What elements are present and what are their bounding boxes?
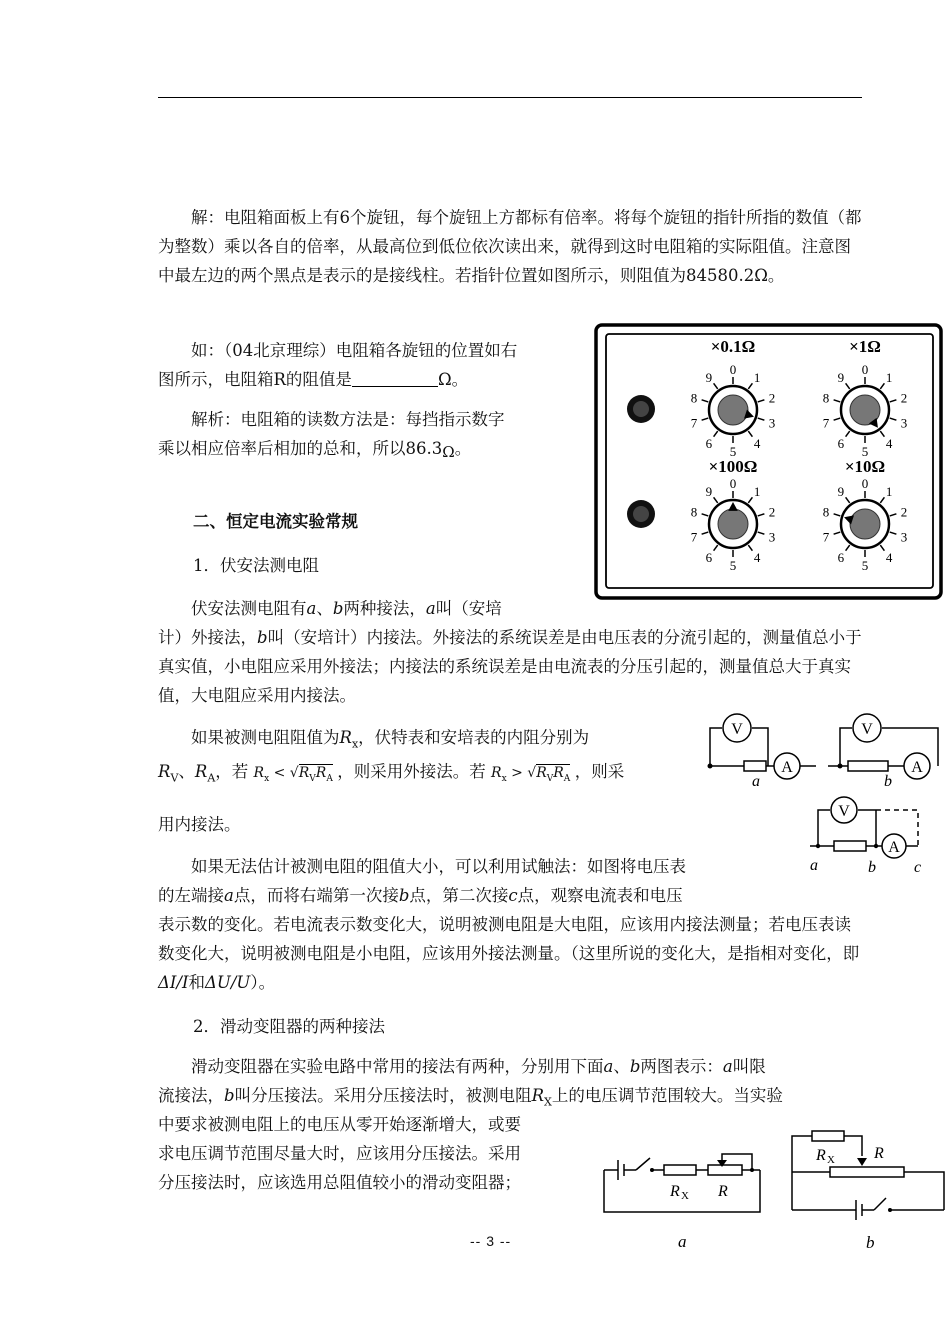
svg-text:A: A — [911, 759, 923, 776]
trial-paragraph: 表示数的变化。若电流表示数变化大，说明被测电阻是大电阻，应该用内接法测量；若电压表读数变化大，说明被测电阻是小电阻，应该用外接法测量。（这里所说的变化大，是指相对变化，即ΔI/I和ΔU/U）。 — [158, 915, 860, 992]
formula-internal: $R_x > √R_VR_A$ — [491, 765, 571, 784]
dial-digit: 5 — [729, 444, 737, 459]
dial-digit: 9 — [705, 369, 713, 385]
answer-line-2: 乘以相应倍率后相加的总和，所以86.3Ω。 — [158, 439, 472, 461]
binding-post-2 — [627, 500, 655, 528]
svg-text:a: a — [810, 857, 818, 874]
circuit-external-a — [700, 712, 820, 792]
svg-text:b: b — [884, 773, 892, 790]
slide-line-5: 分压接法时，应该选用总阻值较小的滑动变阻器； — [158, 1173, 521, 1192]
resistance-box-figure — [593, 322, 945, 602]
subsection-heading-1: 1．伏安法测电阻 — [193, 556, 319, 575]
dial-digit: 7 — [690, 529, 698, 545]
section-heading: 二、恒定电流实验常规 — [193, 512, 358, 531]
question-line-2: 图所示，电阻箱R的阻值是 Ω。 — [158, 370, 469, 389]
example-answer — [158, 405, 588, 467]
trial-line-1: 如果无法估计被测电阻的阻值大小，可以利用试触法：如图将电压表 — [191, 857, 686, 876]
circuit-rheostat-a — [600, 1140, 770, 1260]
slide-line-3: 中要求被测电阻上的电压从零开始逐渐增大，或要 — [158, 1115, 521, 1134]
rx-line-3: 用内接法。 — [158, 815, 241, 834]
dial-digit: 2 — [900, 504, 908, 520]
dial-digit: 6 — [837, 550, 845, 566]
dial-digit: 4 — [753, 436, 761, 452]
svg-text:a: a — [678, 1232, 687, 1251]
svg-text:A: A — [888, 839, 900, 856]
answer-line-1: 解析：电阻箱的读数方法是：每挡指示数字 — [191, 410, 505, 429]
dial-digit: 1 — [753, 483, 761, 499]
answer-blank — [352, 370, 438, 387]
dial-digit: 8 — [690, 390, 698, 406]
header-rule — [158, 97, 862, 98]
question-line-1: 如：（04北京理综）电阻箱各旋钮的位置如右 — [191, 341, 518, 360]
rx-line-2: $R_V$、$R_A$，若 $R_x < √R_VR_A$ ，则采用外接法。若 $R_x > √R_VR_A$ ，则采 — [158, 762, 625, 785]
voltammetry-line-1: 伏安法测电阻有a、b两种接法，a叫（安培 — [191, 599, 502, 618]
svg-text:V: V — [838, 803, 850, 820]
dial-digit: 8 — [822, 390, 830, 406]
slide-line-2: 流接法，b叫分压接法。采用分压接法时，被测电阻$R_X$上的电压调节范围较大。当实验 — [158, 1086, 783, 1109]
svg-text:X: X — [681, 1190, 689, 1202]
svg-text:A: A — [781, 759, 793, 776]
svg-text:V: V — [861, 721, 873, 738]
svg-text:R: R — [816, 1147, 826, 1164]
dial-digit: 6 — [705, 550, 713, 566]
dial-multiplier-label: ×100Ω — [708, 457, 758, 476]
svg-text:R: R — [874, 1145, 884, 1162]
voltammetry-paragraph: 计）外接法，b叫（安培计）内接法。外接法的系统误差是由电压表的分流引起的，测量值总小于真实值，小电阻应采用外接法；内接法的系统误差是由电流表的分压引起的，测量值总大于真实值，大电阻应采用内接法。 — [158, 628, 862, 705]
dial-digit: 9 — [837, 483, 845, 499]
dial-digit: 2 — [900, 390, 908, 406]
formula-external: $R_x < √R_VR_A$ — [253, 765, 333, 784]
dial-digit: 3 — [900, 415, 908, 431]
dial-digit: 1 — [885, 483, 893, 499]
dial-digit: 0 — [729, 476, 737, 491]
dial-digit: 1 — [753, 369, 761, 385]
slider-arrow-icon — [857, 1158, 867, 1166]
slider-arrow-icon — [717, 1160, 727, 1167]
slide-line-4: 求电压调节范围尽量大时，应该用分压接法。采用 — [158, 1144, 521, 1163]
svg-text:V: V — [731, 721, 743, 738]
dial-digit: 9 — [705, 483, 713, 499]
dial-digit: 9 — [837, 369, 845, 385]
svg-text:a: a — [752, 773, 760, 790]
dial-digit: 6 — [837, 436, 845, 452]
subsection-heading-2: 2．滑动变阻器的两种接法 — [193, 1017, 385, 1036]
dial-digit: 3 — [768, 415, 776, 431]
dial-digit: 0 — [861, 476, 869, 491]
slide-line-1: 滑动变阻器在实验电路中常用的接法有两种，分别用下面a、b两图表示：a叫限 — [191, 1057, 766, 1076]
dial-digit: 4 — [885, 550, 893, 566]
circuit-trial-touch — [806, 796, 936, 880]
circuit-internal-b — [826, 712, 950, 792]
trial-line-2: 的左端接a点，而将右端第一次接b点，第二次接c点，观察电流表和电压 — [158, 886, 683, 905]
svg-text:c: c — [914, 859, 922, 876]
dial-digit: 7 — [822, 529, 830, 545]
svg-text:R: R — [670, 1183, 680, 1200]
dial-multiplier-label: ×10Ω — [844, 457, 886, 476]
dial-digit: 4 — [885, 436, 893, 452]
dial-digit: 7 — [822, 415, 830, 431]
svg-text:R: R — [718, 1183, 728, 1200]
dial-digit: 1 — [885, 369, 893, 385]
dial-multiplier-label: ×0.1Ω — [710, 337, 756, 356]
binding-post-1 — [627, 395, 655, 423]
dial-digit: 3 — [900, 529, 908, 545]
dial-digit: 5 — [861, 558, 869, 573]
dial-digit: 4 — [753, 550, 761, 566]
page-number: -- 3 -- — [470, 1233, 512, 1249]
circuit-rheostat-b — [786, 1124, 950, 1256]
svg-text:b: b — [866, 1233, 875, 1252]
dial-digit: 0 — [861, 362, 869, 377]
rx-line-1: 如果被测电阻阻值为$R_x$，伏特表和安培表的内阻分别为 — [191, 728, 590, 751]
dial-digit: 0 — [729, 362, 737, 377]
dial-digit: 5 — [861, 444, 869, 459]
dial-multiplier-label: ×1Ω — [849, 337, 881, 356]
dial-digit: 7 — [690, 415, 698, 431]
example-question — [158, 336, 588, 394]
svg-text:X: X — [827, 1154, 835, 1166]
dial-digit: 2 — [768, 504, 776, 520]
dial-digit: 6 — [705, 436, 713, 452]
dial-digit: 8 — [822, 504, 830, 520]
dial-digit: 8 — [690, 504, 698, 520]
svg-text:b: b — [868, 859, 876, 876]
dial-digit: 3 — [768, 529, 776, 545]
dial-digit: 5 — [729, 558, 737, 573]
dial-digit: 2 — [768, 390, 776, 406]
solution-paragraph: 解：电阻箱面板上有6个旋钮，每个旋钮上方都标有倍率。将每个旋钮的指针所指的数值（都为整数）乘以各自的倍率，从最高位到低位依次读出来，就得到这时电阻箱的实际阻值。注意图中最左边的两个黑点是表示的是接线柱。若指针位置如图所示，则阻值为84580.2Ω。 — [158, 208, 862, 285]
